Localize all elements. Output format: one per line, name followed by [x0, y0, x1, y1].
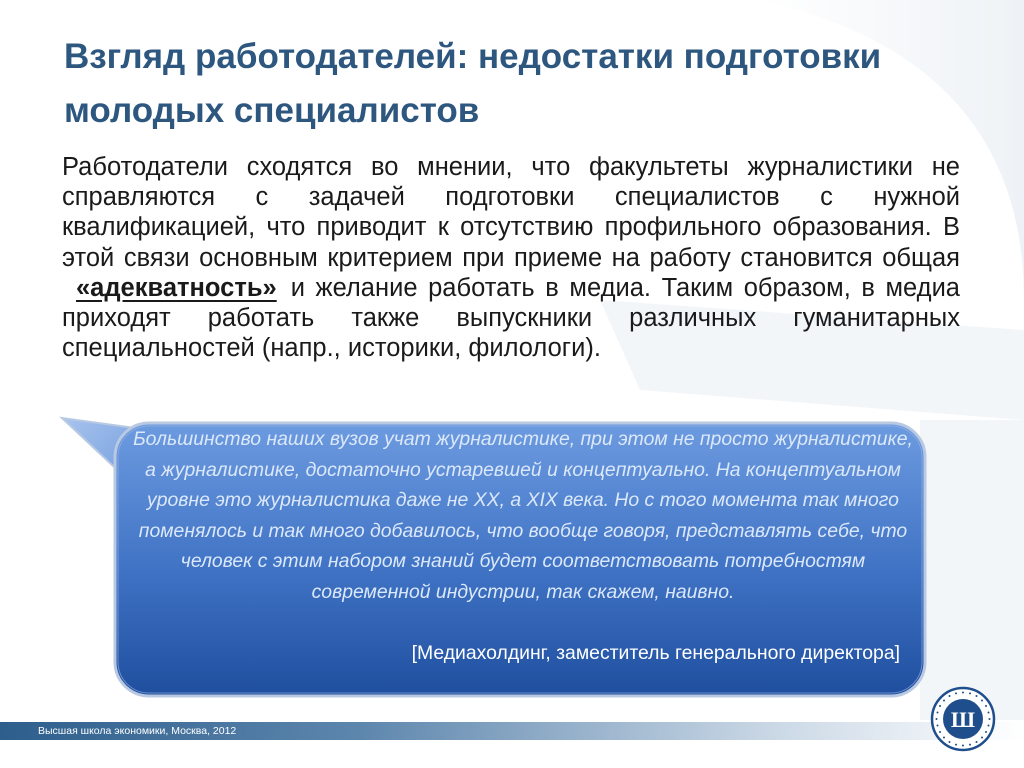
footer-text: Высшая школа экономики, Москва, 2012	[38, 725, 237, 737]
quote-text: Большинство наших вузов учат журналистике, при этом не просто журналистике, а журналистике, достаточно устаревшей и концептуально. На концептуальном уровне это журналистика даже не XX, а XIX века. Но с того момента так много поменялось и так много добавилось, что вообще говоря, представлять себе, что человек с этим набором знаний будет соответствовать потребностям современной индустрии, так скажем, наивно.	[133, 428, 913, 603]
body-text-start: Работодатели сходятся во мнении, что факультеты журналистики не справляются с задачей подготовки специалистов с нужной квалификацией, что приводит к отсутствию профильного образования. В этой связи основным критерием при приеме на работу становится общая	[62, 153, 960, 272]
hse-logo	[930, 686, 996, 752]
page-title: Взгляд работодателей: недостатки подготовки молодых специалистов	[64, 37, 882, 130]
emphasis-word: «адекватность»	[76, 273, 277, 302]
logo-letter: Ш	[950, 707, 976, 732]
body-text-end: и желание работать в медиа. Таким образом, в медиа приходят работать также выпускники различных гуманитарных специальностей (напр., историки, филологи).	[62, 273, 960, 363]
quote-attribution: [Медиахолдинг, заместитель генерального директора]	[411, 642, 900, 664]
